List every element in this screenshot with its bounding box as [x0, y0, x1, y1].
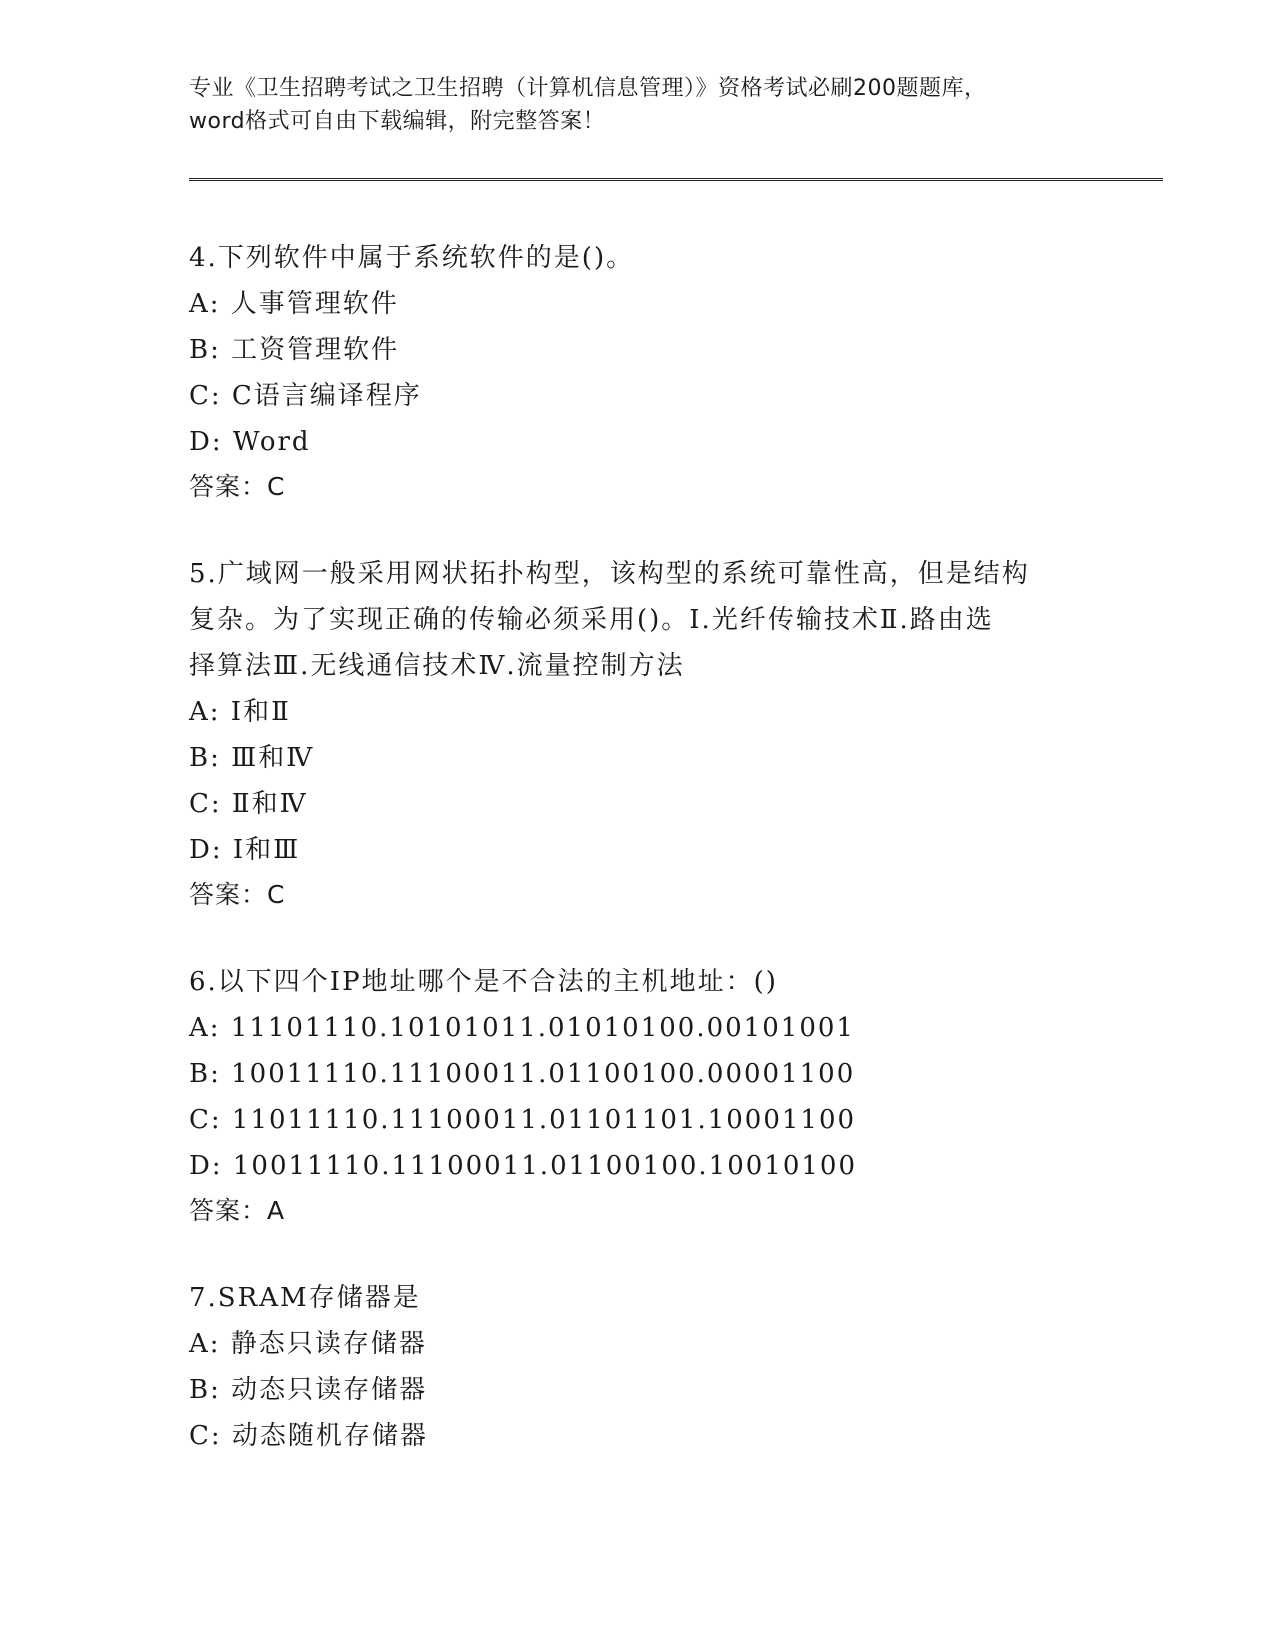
header-line-1: 专业《卫生招聘考试之卫生招聘（计算机信息管理）》资格考试必刷200题题库，: [189, 76, 987, 101]
option-b: B: 10011110.11100011.01100100.00001100: [189, 1059, 856, 1089]
answer: 答案：A: [189, 1196, 286, 1225]
option-d: D: Word: [189, 427, 311, 457]
answer: 答案：C: [189, 472, 286, 501]
option-b: B: 工资管理软件: [189, 335, 400, 365]
question-text: 6.以下四个IP地址哪个是不合法的主机地址：(): [189, 967, 778, 997]
option-a: A: 11101110.10101011.01010100.00101001: [189, 1013, 855, 1043]
option-c: C: 动态随机存储器: [189, 1421, 428, 1451]
option-c: C: 11011110.11100011.01101101.10001100: [189, 1105, 857, 1135]
question-text: 择算法Ⅲ.无线通信技术Ⅳ.流量控制方法: [189, 651, 685, 681]
question-7: [189, 1275, 1089, 1459]
question-text: 5.广域网一般采用网状拓扑构型，该构型的系统可靠性高，但是结构: [189, 559, 1030, 589]
question-text: 4.下列软件中属于系统软件的是()。: [189, 243, 635, 273]
header-line-2: word格式可自由下载编辑，附完整答案！: [189, 109, 606, 134]
question-list: [189, 235, 1089, 1501]
option-a: A: 人事管理软件: [189, 289, 399, 319]
option-d: D: Ⅰ和Ⅲ: [189, 835, 301, 865]
option-d: D: 10011110.11100011.01100100.10010100: [189, 1151, 858, 1181]
question-text: 7.SRAM存储器是: [189, 1283, 421, 1313]
document-header: [189, 72, 1089, 138]
option-c: C: Ⅱ和Ⅳ: [189, 789, 308, 819]
option-a: A: 静态只读存储器: [189, 1329, 427, 1359]
answer: 答案：C: [189, 880, 286, 909]
option-b: B: Ⅲ和Ⅳ: [189, 743, 315, 773]
question-5: [189, 551, 1089, 917]
option-a: A: Ⅰ和Ⅱ: [189, 697, 291, 727]
option-b: B: 动态只读存储器: [189, 1375, 428, 1405]
header-double-rule: [189, 178, 1163, 181]
option-c: C: C语言编译程序: [189, 381, 422, 411]
question-6: [189, 959, 1089, 1233]
question-4: [189, 235, 1089, 509]
question-text: 复杂。为了实现正确的传输必须采用()。Ⅰ.光纤传输技术Ⅱ.路由选: [189, 605, 994, 635]
